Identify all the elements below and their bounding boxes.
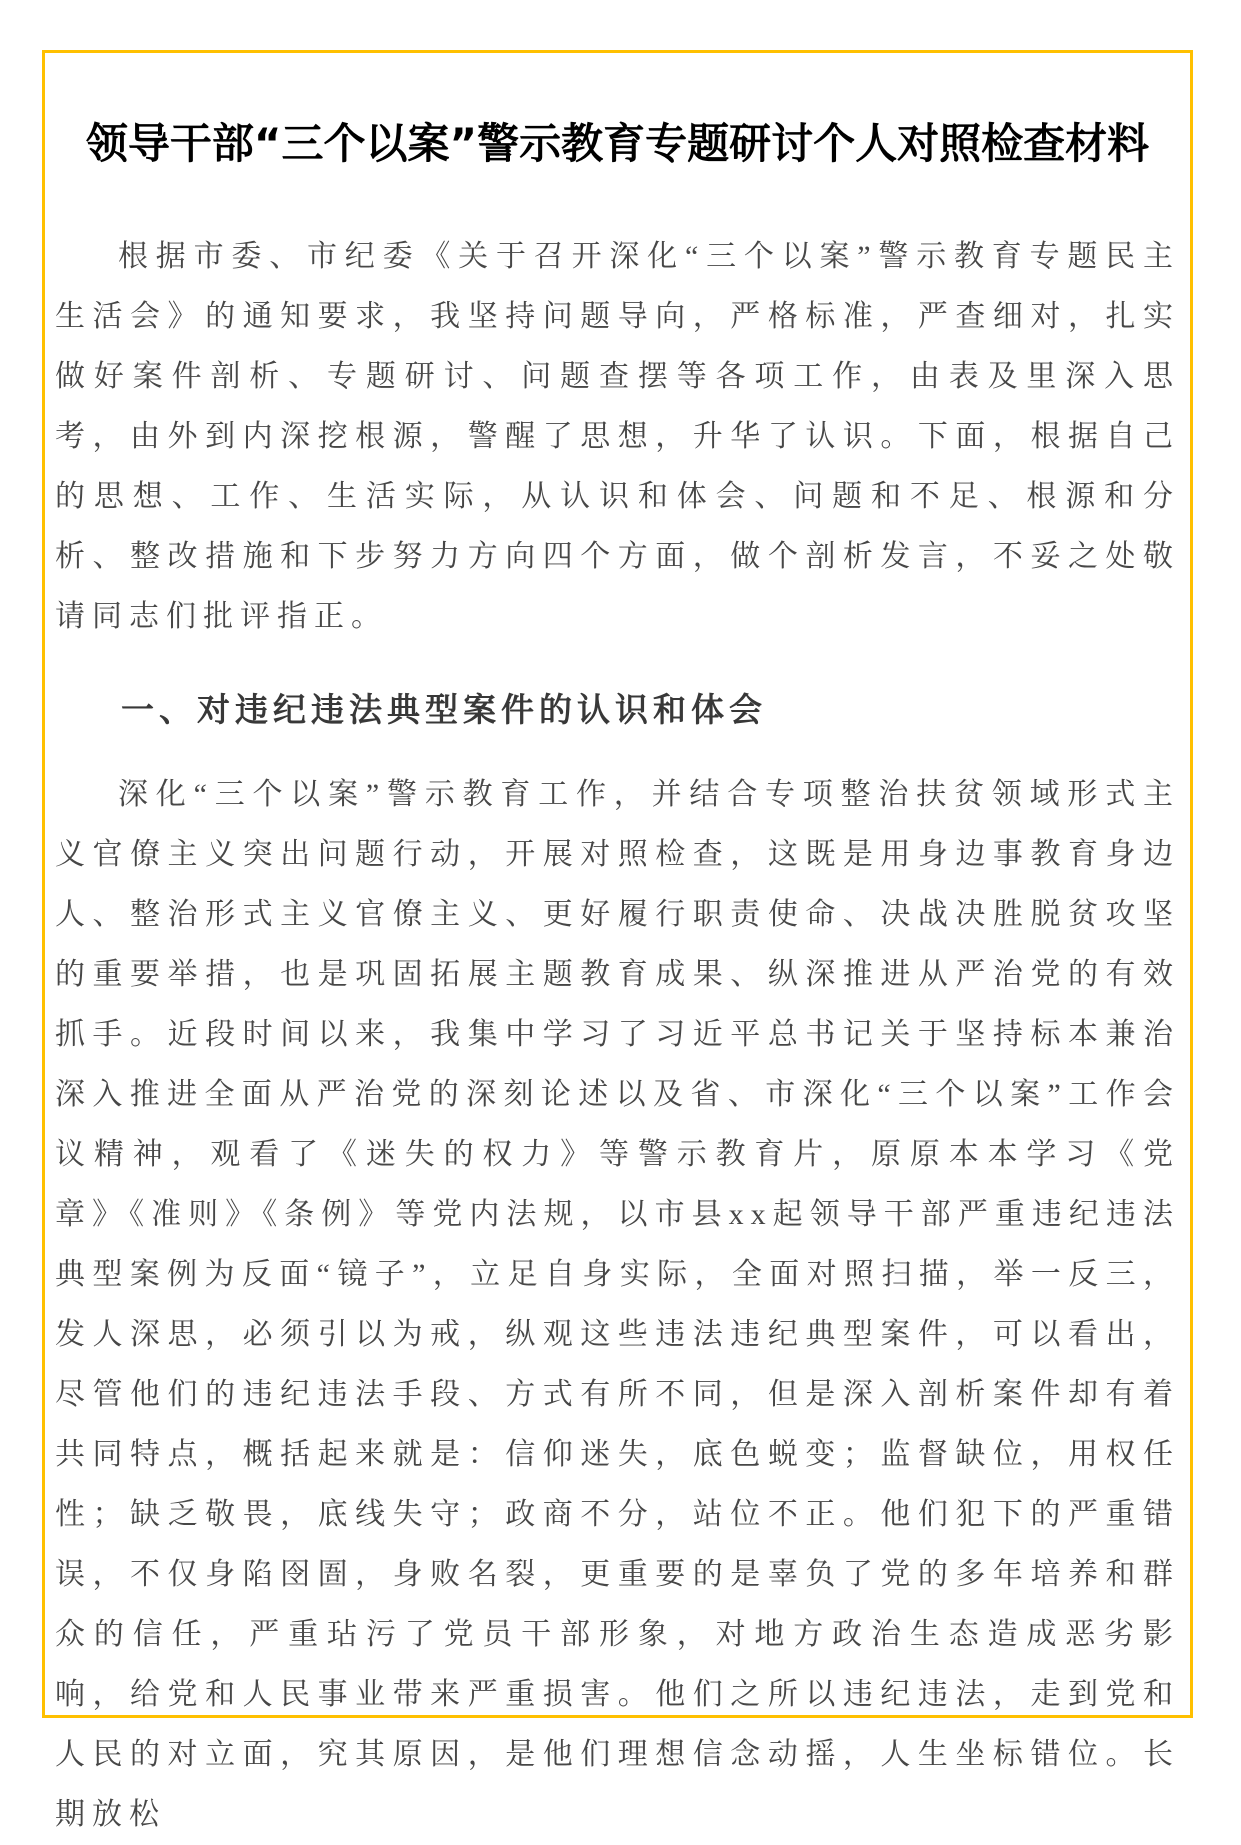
document-body [55, 53, 1180, 1845]
section-1-heading: 一、对违纪违法典型案件的认识和体会 [121, 693, 767, 729]
intro-paragraph: 根据市委、市纪委《关于召开深化“三个以案”警示教育专题民主生活会》的通知要求，我坚持问题导向，严格标准，严查细对，扎实做好案件剖析、专题研讨、问题查摆等各项工作，由表及里深入思考，由外到内深挖根源，警醒了思想，升华了认识。下面，根据自己的思想、工作、生活实际，从认识和体会、问题和不足、根源和分析、整改措施和下步努力方向四个方面，做个剖析发言，不妥之处敬请同志们批评指正。 [55, 240, 1180, 633]
page-border [42, 50, 1193, 1831]
document-title: 领导干部“三个以案”警示教育专题研讨个人对照检查材料 [85, 119, 1150, 168]
section-1-body: 深化“三个以案”警示教育工作，并结合专项整治扶贫领域形式主义官僚主义突出问题行动，开展对照检查，这既是用身边事教育身边人、整治形式主义官僚主义、更好履行职责使命、决战决胜脱贫攻坚的重要举措，也是巩固拓展主题教育成果、纵深推进从严治党的有效抓手。近段时间以来，我集中学习了习近平总书记关于坚持标本兼治深入推进全面从严治党的深刻论述以及省、市深化“三个以案”工作会议精神，观看了《迷失的权力》等警示教育片，原原本本学习《党章》《准则》《条例》等党内法规，以市县xx起领导干部严重违纪违法典型案例为反面“镜子”，立足自身实际，全面对照扫描，举一反三，发人深思，必须引以为戒，纵观这些违法违纪典型案件，可以看出，尽管他们的违纪违法手段、方式有所不同，但是深入剖析案件却有着共同特点，概括起来就是：信仰迷失，底色蜕变；监督缺位，用权任性；缺乏敬畏，底线失守；政商不分，站位不正。他们犯下的严重错误，不仅身陷囹圄，身败名裂，更重要的是辜负了党的多年培养和群众的信任，严重玷污了党员干部形象，对地方政治生态造成恶劣影响，给党和人民事业带来严重损害。他们之所以违纪违法，走到党和人民的对立面，究其原因，是他们理想信念动摇，人生坐标错位。长期放松 [55, 778, 1180, 1831]
